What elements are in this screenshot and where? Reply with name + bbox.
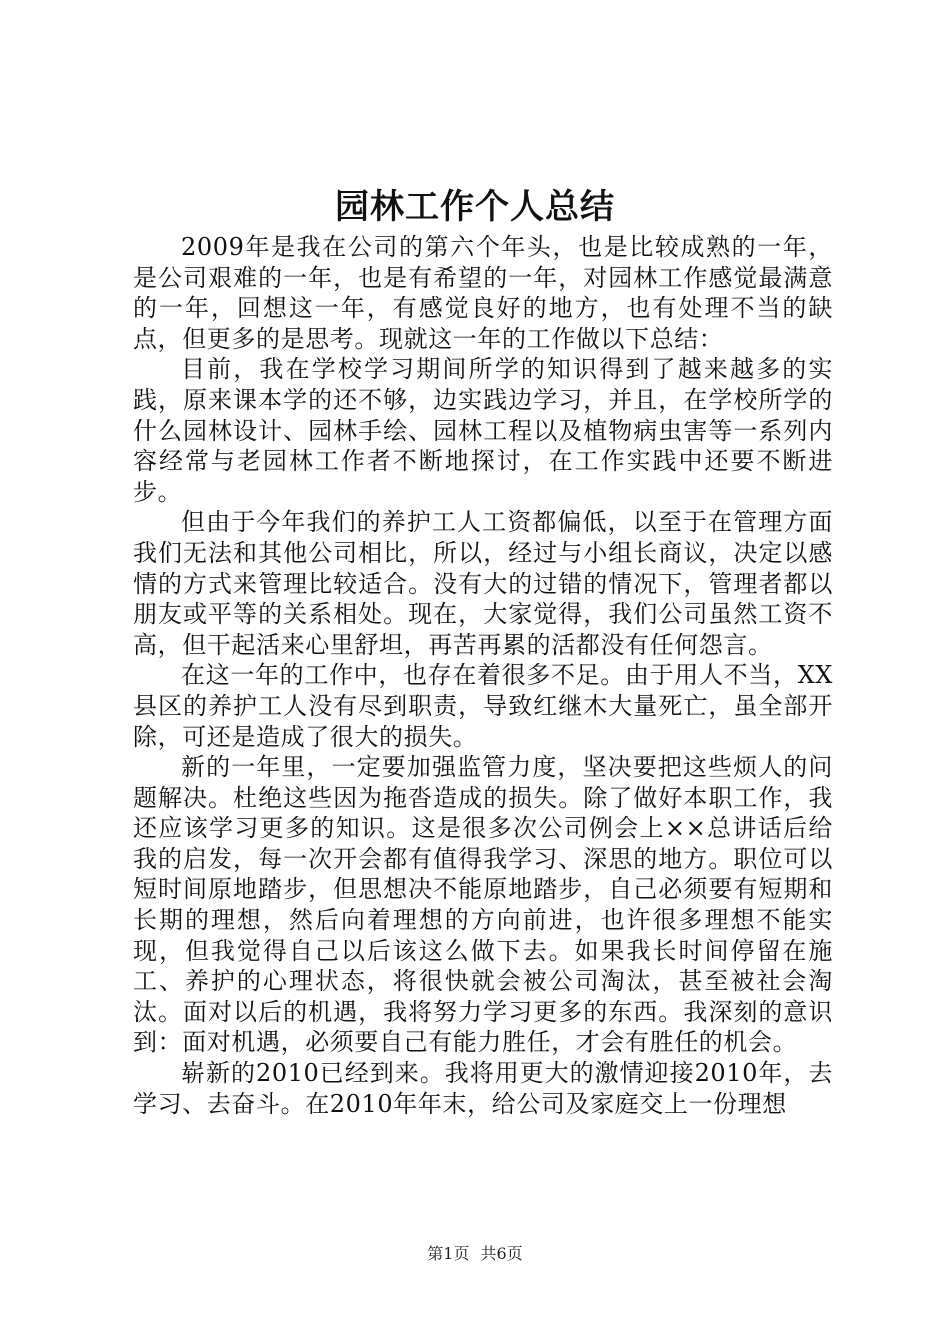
page-footer bbox=[0, 1242, 950, 1266]
paragraph-4: 在这一年的工作中，也存在着很多不足。由于用人不当，XX县区的养护工人没有尽到职责，导致红继木大量死亡，虽全部开除，可还是造成了很大的损失。 bbox=[133, 661, 833, 751]
paragraph-3: 但由于今年我们的养护工人工资都偏低，以至于在管理方面我们无法和其他公司相比，所以，经过与小组长商议，决定以感情的方式来管理比较适合。没有大的过错的情况下，管理者都以朋友或平等的关系相处。现在，大家觉得，我们公司虽然工资不高，但干起活来心里舒坦，再苦再累的活都没有任何怨言。 bbox=[133, 508, 833, 659]
document-body bbox=[133, 232, 833, 1119]
page-total: 共6页 bbox=[480, 1244, 523, 1263]
paragraph-2: 目前，我在学校学习期间所学的知识得到了越来越多的实践，原来课本学的还不够，边实践边学习，并且，在学校所学的什么园林设计、园林手绘、园林工程以及植物病虫害等一系列内容经常与老园林工作者不断地探讨，在工作实践中还要不断进步。 bbox=[133, 355, 833, 506]
paragraph-5: 新的一年里，一定要加强监管力度，坚决要把这些烦人的问题解决。杜绝这些因为拖沓造成的损失。除了做好本职工作，我还应该学习更多的知识。这是很多次公司例会上××总讲话后给我的启发，每一次开会都有值得我学习、深思的地方。职位可以短时间原地踏步，但思想决不能原地踏步，自己必须要有短期和长期的理想，然后向着理想的方向前进，也许很多理想不能实现，但我觉得自己以后该这么做下去。如果我长时间停留在施工、养护的心理状态，将很快就会被公司淘汰，甚至被社会淘汰。面对以后的机遇，我将努力学习更多的东西。我深刻的意识到：面对机遇，必须要自己有能力胜任，才会有胜任的机会。 bbox=[133, 753, 833, 1057]
paragraph-6: 崭新的2010已经到来。我将用更大的激情迎接2010年，去学习、去奋斗。在2010年年末，给公司及家庭交上一份理想 bbox=[133, 1059, 833, 1118]
document-title: 园林工作个人总结 bbox=[335, 187, 615, 227]
paragraph-1: 2009年是我在公司的第六个年头，也是比较成熟的一年，是公司艰难的一年，也是有希望的一年，对园林工作感觉最满意的一年，回想这一年，有感觉良好的地方，也有处理不当的缺点，但更多的是思考。现就这一年的工作做以下总结： bbox=[133, 233, 833, 353]
page-number: 第1页 bbox=[427, 1244, 470, 1263]
